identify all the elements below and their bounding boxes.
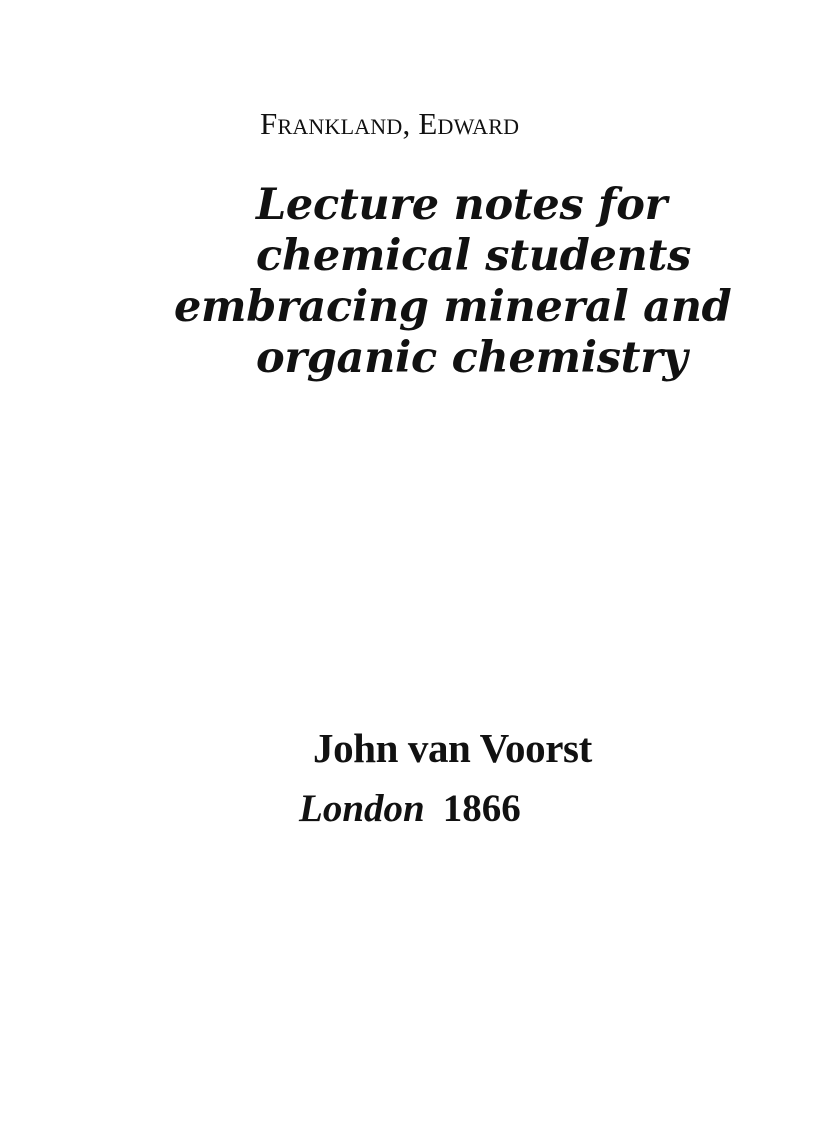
title-line-1: Lecture notes for (256, 180, 667, 230)
title-line-4: organic chemistry (256, 333, 688, 383)
title-line-3: embracing mineral and (174, 282, 732, 332)
author-name: Frankland, Edward (260, 106, 520, 141)
publication-year: 1866 (442, 787, 521, 830)
imprint-line (299, 786, 521, 832)
title-line-2: chemical students (256, 231, 691, 281)
publisher-name: John van Voorst (313, 725, 592, 771)
publication-place: London (299, 787, 425, 830)
book-title (174, 180, 731, 384)
